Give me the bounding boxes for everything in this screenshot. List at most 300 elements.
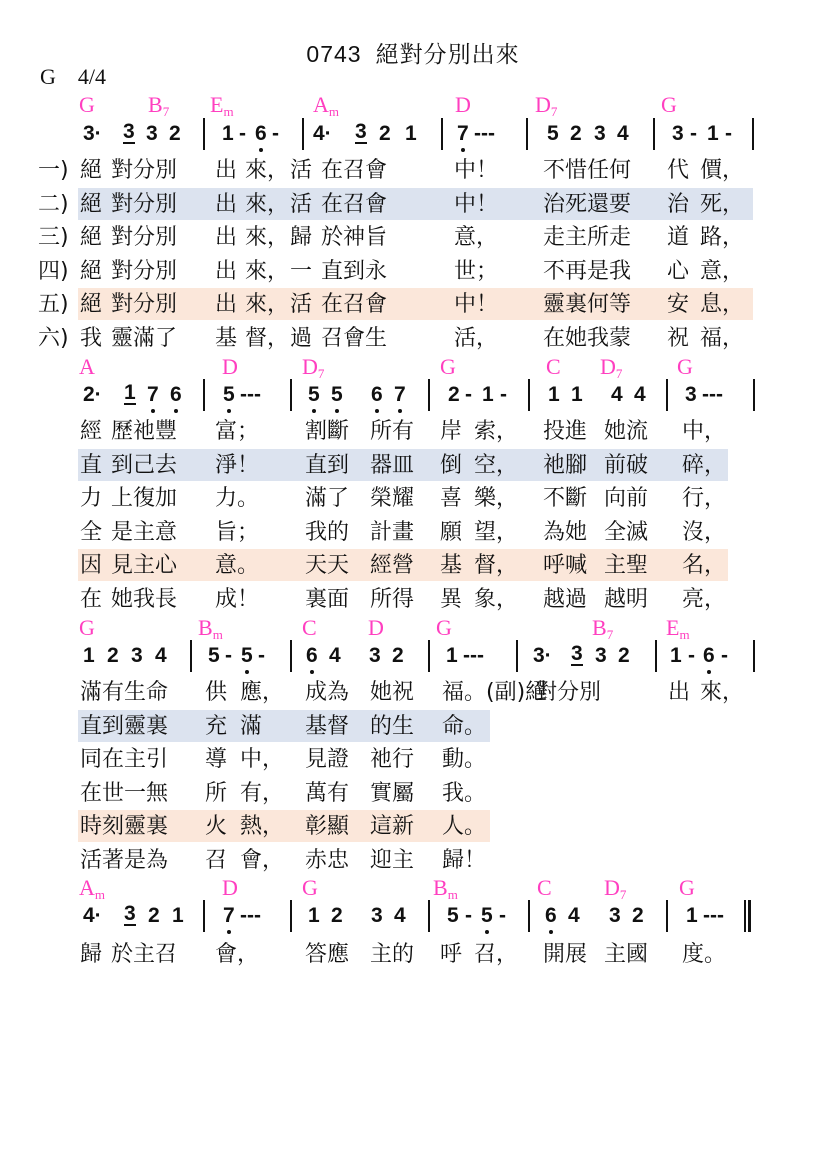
lyric-syllable: 於主召 [111, 942, 178, 967]
lyric-syllable: 歸！ [442, 847, 487, 873]
note: 2 [392, 644, 404, 667]
note: 2· [83, 383, 102, 406]
chord-root: C [537, 875, 552, 900]
lyric-syllable: 來， [245, 191, 290, 217]
lyric-syllable: 有， [240, 780, 285, 806]
lyric-syllable: 我的 [305, 519, 350, 545]
lyric-syllable: 樂， [474, 486, 519, 511]
note: - [725, 122, 732, 145]
lyric-syllable: 中！ [454, 191, 499, 217]
chord-symbol [79, 615, 95, 641]
chord-root: G [436, 615, 452, 640]
final-bar-thin [744, 900, 746, 932]
note: 4 [394, 904, 406, 927]
lyric-syllable: 所得 [370, 586, 415, 612]
note: 5 [308, 383, 320, 406]
chord-root: D [222, 875, 238, 900]
bar-line [302, 118, 304, 150]
note: 6 [371, 383, 383, 406]
lyric-syllable: 時刻靈裏 [80, 814, 169, 839]
lyric-syllable: 會， [240, 847, 285, 873]
lyric-syllable: 裏面 [305, 586, 350, 612]
lyric-syllable: 不斷 [543, 486, 588, 511]
bar-line [190, 640, 192, 672]
lyric-line [0, 189, 826, 221]
lyric-syllable: 應， [240, 680, 285, 705]
lyric-syllable: 歸 [290, 225, 313, 250]
bar-line [655, 640, 657, 672]
lyric-syllable: 人。 [442, 814, 487, 839]
chord-root: C [546, 354, 561, 379]
note: 3 [595, 644, 607, 667]
note: 3 [685, 383, 697, 406]
lyric-syllable: 在召會 [321, 158, 388, 183]
chord-quality: 7 [317, 366, 325, 381]
lyric-syllable: 召 [205, 847, 228, 873]
lyric-syllable: 路， [700, 225, 745, 250]
lyric-syllable: 意， [454, 225, 499, 250]
lyric-syllable: 是主意 [111, 519, 178, 545]
note: 1 [670, 644, 682, 667]
lyric-syllable: 她我長 [111, 586, 178, 612]
lyric-syllable: 見證 [305, 747, 350, 772]
lyric-syllable: 不惜任何 [543, 158, 632, 183]
chord-symbol [79, 92, 95, 118]
lyric-syllable: 這新 [370, 814, 415, 839]
lyric-syllable: 走主所走 [543, 225, 632, 250]
lyric-syllable: 出 [215, 158, 238, 183]
note: 4 [617, 122, 629, 145]
chord-quality: m [94, 887, 106, 902]
lyric-syllable: 歷祂豐 [111, 419, 178, 444]
bar-line [290, 640, 292, 672]
lyric-line [0, 711, 826, 743]
lyric-syllable: 中！ [454, 158, 499, 183]
chord-symbol [661, 92, 677, 118]
lyric-syllable: 息， [700, 292, 745, 317]
note: 1 [482, 383, 494, 406]
lyric-syllable: 索， [474, 419, 519, 444]
lyric-syllable: 靈裏何等 [543, 292, 632, 317]
lyric-syllable: 在召會 [321, 292, 388, 317]
lyric-syllable: 碎， [682, 452, 727, 478]
note: 3 [672, 122, 684, 145]
note: 1 [571, 383, 583, 406]
note: 1 [308, 904, 320, 927]
bar-line [528, 379, 530, 411]
chord-root: G [440, 354, 456, 379]
chord-root: D [222, 354, 238, 379]
note: - [239, 122, 246, 145]
note: 5 [241, 644, 253, 667]
note: 3 [594, 122, 606, 145]
note: - [225, 644, 232, 667]
chord-quality: m [223, 104, 234, 119]
chord-quality: m [679, 627, 690, 642]
chord-symbol [198, 615, 223, 641]
bar-line [752, 118, 754, 150]
lyric-syllable: 福， [700, 325, 745, 351]
bar-line [203, 118, 205, 150]
lyric-syllable: 對分別 [535, 680, 602, 705]
note: - [465, 904, 472, 927]
lyric-syllable: 迎主 [370, 847, 415, 873]
bar-line [528, 900, 530, 932]
note: --- [240, 383, 261, 406]
note: 2 [331, 904, 343, 927]
chord-root: G [79, 92, 95, 117]
lyric-syllable: 度。 [682, 942, 727, 967]
note: --- [463, 644, 484, 667]
chord-root: D [368, 615, 384, 640]
note: 3 [123, 120, 135, 143]
final-bar-thick [748, 900, 751, 932]
note: - [688, 644, 695, 667]
note: - [465, 383, 472, 406]
lyric-syllable: 主聖 [604, 553, 649, 578]
lyric-syllable: 呼喊 [543, 553, 588, 578]
lyric-syllable: 她祝 [370, 680, 415, 705]
lyric-syllable: 答應 [305, 942, 350, 967]
lyric-syllable: 活著是為 [80, 847, 169, 873]
note: 5 [447, 904, 459, 927]
bar-line [516, 640, 518, 672]
time-signature: 4/4 [77, 64, 107, 89]
lyric-syllable: 割斷 [305, 419, 350, 444]
note: 5 [223, 383, 235, 406]
verse-number: 一) [38, 158, 69, 183]
note: 1 [548, 383, 560, 406]
song-title [0, 36, 826, 69]
chord-symbol [666, 615, 690, 641]
lyric-syllable: 空， [474, 452, 519, 478]
note: --- [474, 122, 495, 145]
bar-line [753, 379, 755, 411]
lyric-syllable: 祂行 [370, 747, 415, 772]
lyric-syllable: 在世一無 [80, 780, 169, 806]
lyric-syllable: 出 [668, 680, 691, 705]
lyric-syllable: 向前 [604, 486, 649, 511]
note: 7 [147, 383, 159, 406]
bar-line [753, 640, 755, 672]
chord-symbol [302, 615, 317, 641]
lyric-syllable: 越明 [604, 586, 649, 612]
verse-number: 二) [38, 191, 69, 217]
lyric-syllable: 熱， [240, 814, 285, 839]
lyric-syllable: 祝 [667, 325, 690, 351]
lyric-line [0, 450, 826, 482]
verse-number: 六) [38, 325, 69, 351]
bar-line [666, 900, 668, 932]
lyric-syllable: 異 [440, 586, 463, 612]
lyric-syllable: 亮， [682, 586, 727, 612]
lyric-syllable: 動。 [442, 747, 487, 772]
note: 3 [571, 642, 583, 665]
lyric-syllable: 中， [682, 419, 727, 444]
note: 5 [331, 383, 343, 406]
lyric-syllable: 出 [215, 292, 238, 317]
lyric-syllable: 督， [474, 553, 519, 578]
lyric-syllable: 呼 [440, 942, 463, 967]
lyric-syllable: 願 [440, 519, 463, 545]
song-number: 0743 [306, 41, 362, 67]
lyric-syllable: 沒， [682, 519, 727, 545]
lyric-syllable: 滿了 [305, 486, 350, 511]
note: 2 [570, 122, 582, 145]
lyric-syllable: 對分別 [111, 258, 178, 284]
lyric-syllable: 心 [667, 258, 690, 284]
note: 2 [148, 904, 160, 927]
lyric-syllable: 來， [245, 225, 290, 250]
bar-line [290, 379, 292, 411]
key-signature: G [40, 64, 56, 89]
chord-symbol [79, 354, 95, 380]
lyric-syllable: 死， [700, 191, 745, 217]
lyric-syllable: 治死還要 [543, 191, 632, 217]
chord-root: D [604, 875, 620, 900]
chord-root: B [148, 92, 163, 117]
lyric-syllable: 安 [667, 292, 690, 317]
chord-quality: 7 [550, 104, 558, 119]
lyric-syllable: 萬有 [305, 780, 350, 806]
chord-symbol [79, 875, 105, 901]
chord-quality: 7 [162, 104, 170, 119]
chord-symbol [455, 92, 471, 118]
lyric-syllable: 代 [667, 158, 690, 183]
lyric-syllable: 召， [474, 942, 519, 967]
lyric-syllable: 充 [205, 713, 228, 739]
lyric-syllable: 為她 [543, 519, 588, 545]
chord-symbol [222, 354, 238, 380]
note-row [0, 383, 826, 409]
lyric-syllable: 同在主引 [80, 747, 169, 772]
lyric-syllable: 投進 [543, 419, 588, 444]
note: - [499, 904, 506, 927]
chord-symbol [604, 875, 626, 901]
lyric-syllable: 所 [205, 780, 228, 806]
lyric-syllable: 對分別 [111, 225, 178, 250]
lyric-line [0, 517, 826, 549]
chord-quality: m [328, 104, 340, 119]
note: 4· [313, 122, 332, 145]
chord-root: A [79, 354, 95, 379]
lyric-syllable: 計畫 [370, 519, 415, 545]
bar-line [666, 379, 668, 411]
lyric-syllable: 祂腳 [543, 452, 588, 478]
lyric-syllable: 不再是我 [543, 258, 632, 284]
lyric-line [0, 323, 826, 355]
lyric-syllable: 出 [215, 225, 238, 250]
lyric-syllable: 上復加 [111, 486, 178, 511]
lyric-syllable: 前破 [604, 452, 649, 478]
note-row [0, 644, 826, 670]
lyric-line [0, 845, 826, 877]
lyric-syllable: 世； [454, 258, 499, 284]
lyric-syllable: 來， [245, 258, 290, 284]
chord-root: C [302, 615, 317, 640]
chord-root: G [677, 354, 693, 379]
verse-number: 四) [38, 258, 69, 284]
note: 2 [169, 122, 181, 145]
lyric-syllable: 督， [245, 325, 290, 351]
chord-quality: 7 [606, 627, 614, 642]
lyric-syllable: 在 [80, 586, 103, 612]
lyric-line [0, 677, 826, 709]
chord-root: E [666, 615, 680, 640]
note: - [500, 383, 507, 406]
lyric-syllable: 對分別 [111, 158, 178, 183]
lyric-line [0, 550, 826, 582]
lyric-syllable: 命。 [442, 713, 487, 739]
note: 1 [707, 122, 719, 145]
verse-number: 三) [38, 225, 69, 250]
lyric-syllable: 過 [290, 325, 313, 351]
lyric-syllable: 來， [245, 158, 290, 183]
lyric-syllable: 望， [474, 519, 519, 545]
lyric-syllable: 基 [440, 553, 463, 578]
lyric-syllable: 所有 [370, 419, 415, 444]
note: 6 [255, 122, 267, 145]
chord-root: B [198, 615, 213, 640]
lyric-syllable: 見主心 [111, 553, 178, 578]
chord-quality: 7 [615, 366, 623, 381]
lyric-line [0, 939, 826, 971]
lyric-syllable: 器皿 [370, 452, 415, 478]
chord-root: G [679, 875, 695, 900]
bar-line [428, 379, 430, 411]
lyric-syllable: 福。(副)絕 [442, 680, 548, 705]
note: 1 [222, 122, 234, 145]
lyric-syllable: 滿有生命 [80, 680, 169, 705]
lyric-syllable: 出 [215, 258, 238, 284]
note: 3 [146, 122, 158, 145]
bar-line [203, 900, 205, 932]
lyric-syllable: 旨； [215, 519, 260, 545]
lyric-line [0, 289, 826, 321]
chord-symbol [440, 354, 456, 380]
note: - [690, 122, 697, 145]
bar-line [428, 900, 430, 932]
note: 7 [394, 383, 406, 406]
lyric-syllable: 全 [80, 519, 103, 545]
chord-symbol [592, 615, 613, 641]
verse-number: 五) [38, 292, 69, 317]
lyric-line [0, 744, 826, 776]
note: 3· [533, 644, 552, 667]
lyric-syllable: 道 [667, 225, 690, 250]
lyric-syllable: 會， [215, 942, 260, 967]
lyric-syllable: 天天 [305, 553, 350, 578]
bar-line [441, 118, 443, 150]
lyric-line [0, 155, 826, 187]
chord-symbol [210, 92, 234, 118]
lyric-syllable: 活 [290, 158, 313, 183]
note: 4 [611, 383, 623, 406]
lyric-line [0, 483, 826, 515]
note: --- [240, 904, 261, 927]
chord-root: B [433, 875, 448, 900]
note: 5 [208, 644, 220, 667]
lyric-syllable: 絕 [80, 191, 103, 217]
lyric-syllable: 開展 [543, 942, 588, 967]
note: 6 [170, 383, 182, 406]
note: 4 [634, 383, 646, 406]
note: 1 [124, 381, 136, 404]
lyric-syllable: 絕 [80, 258, 103, 284]
lyric-syllable: 召會生 [321, 325, 388, 351]
lyric-syllable: 基 [215, 325, 238, 351]
chord-root: G [79, 615, 95, 640]
chord-symbol [537, 875, 552, 901]
note: - [272, 122, 279, 145]
chord-symbol [535, 92, 557, 118]
chord-symbol [677, 354, 693, 380]
note-row [0, 904, 826, 930]
lyric-syllable: 成為 [305, 680, 350, 705]
note: 1 [446, 644, 458, 667]
lyric-syllable: 活 [290, 191, 313, 217]
note: 6 [703, 644, 715, 667]
lyric-syllable: 力 [80, 486, 103, 511]
lyric-syllable: 絕 [80, 225, 103, 250]
lyric-syllable: 於神旨 [321, 225, 388, 250]
note: --- [702, 383, 723, 406]
lyric-syllable: 力。 [215, 486, 260, 511]
lyric-syllable: 直到永 [321, 258, 388, 284]
song-name: 絕對分別出來 [375, 42, 520, 68]
lyric-syllable: 對分別 [111, 191, 178, 217]
lyric-line [0, 222, 826, 254]
lyric-syllable: 絕 [80, 158, 103, 183]
lyric-syllable: 來， [700, 680, 745, 705]
note: 3 [124, 902, 136, 925]
note: - [721, 644, 728, 667]
lyric-syllable: 歸 [80, 942, 103, 967]
note: 4 [568, 904, 580, 927]
note: 4 [155, 644, 167, 667]
lyric-syllable: 在召會 [321, 191, 388, 217]
lyric-syllable: 彰顯 [305, 814, 350, 839]
lyric-syllable: 絕 [80, 292, 103, 317]
lyric-syllable: 價， [700, 158, 745, 183]
note: 3 [369, 644, 381, 667]
lyric-syllable: 她流 [604, 419, 649, 444]
chord-quality: 7 [619, 887, 627, 902]
song-meta [40, 64, 106, 90]
chord-root: D [535, 92, 551, 117]
chord-root: G [302, 875, 318, 900]
lyric-syllable: 意， [700, 258, 745, 284]
lyric-syllable: 象， [474, 586, 519, 612]
note: 3 [371, 904, 383, 927]
lyric-syllable: 主的 [370, 942, 415, 967]
note: 4 [329, 644, 341, 667]
note: 5 [547, 122, 559, 145]
lyric-syllable: 滿 [240, 713, 263, 739]
lyric-syllable: 靈滿了 [111, 325, 178, 351]
note: 1 [405, 122, 417, 145]
lyric-syllable: 來， [245, 292, 290, 317]
chord-quality: m [212, 627, 223, 642]
lyric-syllable: 經營 [370, 553, 415, 578]
lyric-syllable: 越過 [543, 586, 588, 612]
lyric-syllable: 經 [80, 419, 103, 444]
lyric-syllable: 富； [215, 419, 260, 444]
lyric-syllable: 倒 [440, 452, 463, 478]
lyric-syllable: 直到靈裏 [80, 713, 169, 739]
lyric-syllable: 對分別 [111, 292, 178, 317]
lyric-syllable: 導 [205, 747, 228, 772]
